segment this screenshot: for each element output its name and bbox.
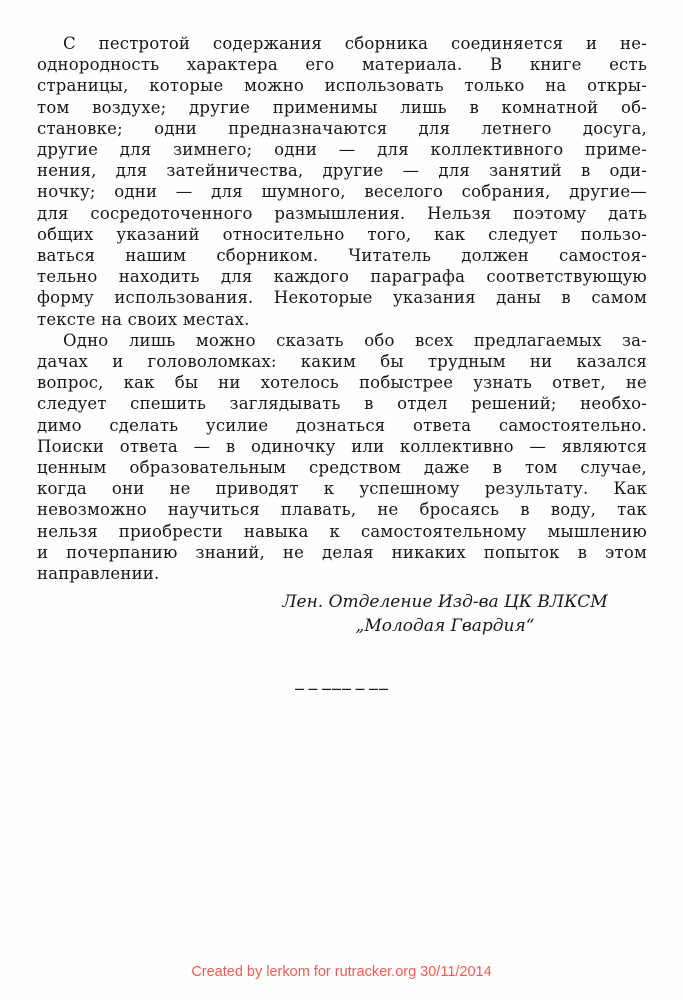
text-line: следует спешить заглядывать в отдел решений; необхо- bbox=[37, 394, 647, 414]
section-divider: — — ——— — —— bbox=[294, 684, 389, 696]
text-line: вопрос, как бы ни хотелось побыстрее узнать ответ, не bbox=[37, 373, 647, 393]
text-line: тексте на своих местах. bbox=[37, 309, 250, 329]
text-line: С пестротой содержания сборника соединяется и не- bbox=[63, 34, 647, 53]
text-line: димо сделать усилие дознаться ответа самостоятельно. bbox=[37, 415, 647, 435]
text-line: ваться нашим сборником. Читатель должен самостоя- bbox=[37, 246, 647, 266]
text-line: Одно лишь можно сказать обо всех предлагаемых за- bbox=[63, 330, 647, 350]
text-line: ценным образовательным средством даже в том случае, bbox=[37, 458, 647, 478]
text-line: и почерпанию знаний, не делая никаких попыток в этом bbox=[37, 542, 647, 562]
text-line: направлении. bbox=[37, 564, 160, 584]
text-line: когда они не приводят к успешному результату. Как bbox=[37, 479, 647, 499]
text-line: для сосредоточенного размышления. Нельзя поэтому дать bbox=[37, 203, 647, 223]
text-line: дачах и головоломках: каким бы трудным ни казался bbox=[37, 352, 647, 372]
text-line: Поиски ответа — в одиночку или коллективно — являются bbox=[37, 436, 647, 456]
text-line: нения, для затейничества, другие — для занятий в оди- bbox=[37, 161, 647, 181]
watermark-credit: Created by lerkom for rutracker.org 30/11/2014 bbox=[191, 964, 492, 980]
attribution-line-1: Лен. Отделение Изд-ва ЦК ВЛКСМ bbox=[282, 592, 608, 613]
text-line: тельно находить для каждого параграфа соответствующую bbox=[37, 267, 647, 287]
text-line: другие для зимнего; одни — для коллективного приме- bbox=[37, 140, 647, 160]
attribution-line-2: „Молодая Гвардия“ bbox=[355, 615, 535, 636]
text-line: страницы, которые можно использовать только на откры- bbox=[37, 76, 647, 96]
text-line: форму использования. Некоторые указания даны в самом bbox=[37, 288, 647, 308]
publisher-attribution bbox=[239, 591, 651, 638]
text-line: нельзя приобрести навыка к самостоятельному мышлению bbox=[37, 521, 647, 541]
text-line: невозможно научиться плавать, не бросаясь в воду, так bbox=[37, 500, 647, 520]
text-line: общих указаний относительно того, как следует пользо- bbox=[37, 224, 647, 244]
text-line: ночку; одни — для шумного, веселого собрания, другие— bbox=[37, 182, 647, 202]
text-line: том воздухе; другие применимы лишь в комнатной об- bbox=[37, 97, 647, 117]
paragraph-2 bbox=[37, 330, 647, 584]
paragraph-1 bbox=[37, 33, 647, 330]
text-line: однородность характера его материала. В книге есть bbox=[37, 55, 647, 75]
text-line: становке; одни предназначаются для летнего досуга, bbox=[37, 118, 647, 138]
